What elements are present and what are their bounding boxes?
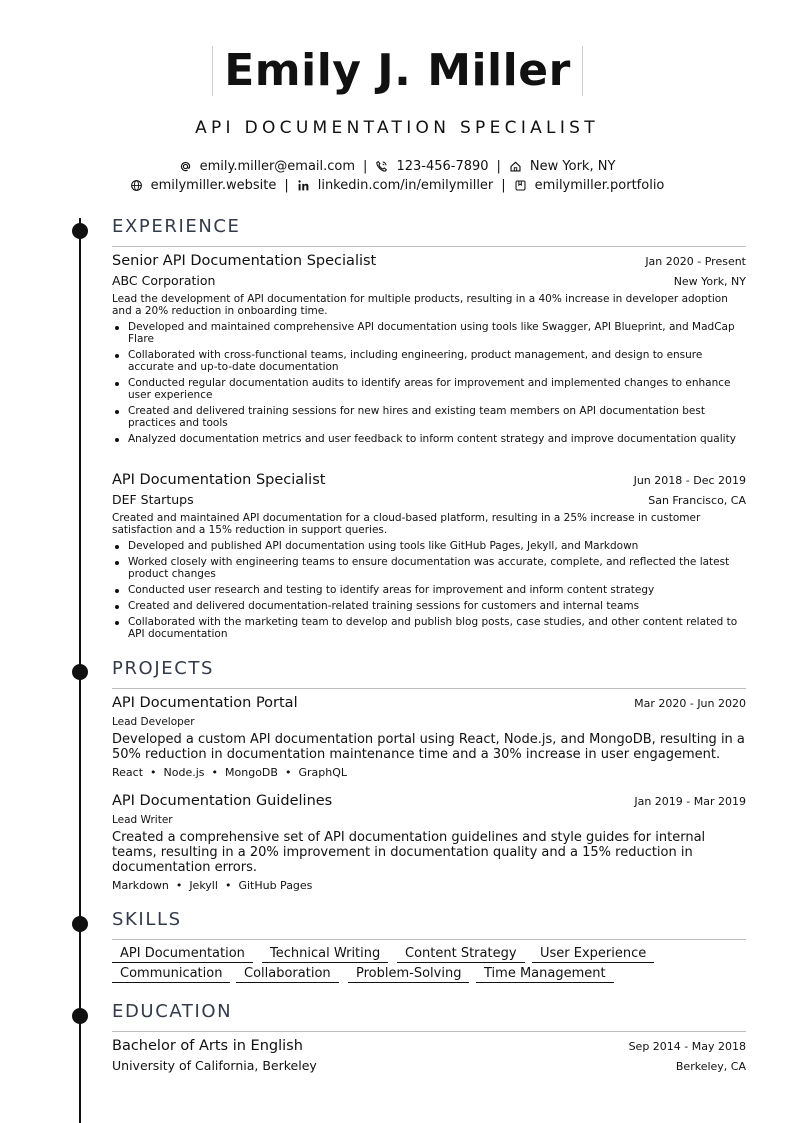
tech-item: GraphQL xyxy=(298,766,347,779)
separator: | xyxy=(501,178,506,193)
list-item: Developed and maintained comprehensive API documentation using tools like Swagger, API Blueprint, and MadCap Flare xyxy=(112,321,746,345)
separator: • xyxy=(175,879,183,892)
home-icon xyxy=(509,160,522,173)
timeline-dot-projects xyxy=(72,664,88,680)
school-name: University of California, Berkeley xyxy=(112,1058,317,1073)
email-text: emily.miller@email.com xyxy=(199,159,356,174)
project-header xyxy=(112,695,746,711)
separator: • xyxy=(211,766,219,779)
section-title-skills: SKILLS xyxy=(112,909,182,930)
education-location: Berkeley, CA xyxy=(675,1060,746,1073)
education-school-row xyxy=(112,1058,746,1073)
company-name: DEF Startups xyxy=(112,492,194,507)
timeline-dot-education xyxy=(72,1008,88,1024)
skill-tag: Technical Writing xyxy=(262,946,388,963)
job-role: API Documentation Specialist xyxy=(112,472,326,488)
list-item: Conducted user research and testing to identify areas for improvement and inform content strategy xyxy=(112,584,746,596)
separator: • xyxy=(224,879,232,892)
project-tech-list xyxy=(112,879,312,892)
skill-tag: Communication xyxy=(112,966,230,983)
contact-email[interactable] xyxy=(179,159,355,174)
job-role: Senior API Documentation Specialist xyxy=(112,253,377,269)
skill-tag: API Documentation xyxy=(112,946,253,963)
portfolio-icon xyxy=(514,179,527,192)
contact-portfolio[interactable] xyxy=(514,178,665,193)
experience-company-row xyxy=(112,492,746,507)
portfolio-text: emilymiller.portfolio xyxy=(534,178,665,193)
list-item: Worked closely with engineering teams to ensure documentation was accurate, complete, and reflected the latest product changes xyxy=(112,556,746,580)
experience-header xyxy=(112,253,746,269)
project-dates: Mar 2020 - Jun 2020 xyxy=(634,697,746,710)
skill-tag: Problem-Solving xyxy=(348,966,469,983)
tech-item: React xyxy=(112,766,144,779)
tech-item: Node.js xyxy=(163,766,205,779)
experience-company-row xyxy=(112,273,746,288)
job-title: API DOCUMENTATION SPECIALIST xyxy=(195,118,599,138)
company-name: ABC Corporation xyxy=(112,273,216,288)
contact-linkedin[interactable] xyxy=(297,178,494,193)
separator: | xyxy=(363,159,368,174)
contact-row-1 xyxy=(0,159,794,174)
section-divider xyxy=(112,688,746,689)
job-bullets xyxy=(112,321,746,449)
globe-icon xyxy=(130,179,143,192)
location-text: New York, NY xyxy=(529,159,616,174)
education-dates: Sep 2014 - May 2018 xyxy=(628,1040,746,1053)
tech-item: MongoDB xyxy=(225,766,278,779)
skill-tag: User Experience xyxy=(532,946,654,963)
candidate-name: Emily J. Miller xyxy=(224,45,571,96)
contact-website[interactable] xyxy=(130,178,277,193)
skill-tag: Content Strategy xyxy=(397,946,525,963)
contact-phone[interactable] xyxy=(375,159,488,174)
project-description: Developed a custom API documentation portal using React, Node.js, and MongoDB, resulting in a 50% reduction in documentation maintenance time and a 30% increase in user engagement. xyxy=(112,732,745,762)
project-role: Lead Developer xyxy=(112,716,195,728)
job-dates: Jun 2018 - Dec 2019 xyxy=(633,474,746,487)
tech-item: Markdown xyxy=(112,879,169,892)
skill-tag: Time Management xyxy=(476,966,614,983)
job-dates: Jan 2020 - Present xyxy=(645,255,746,268)
phone-icon xyxy=(375,160,388,173)
education-header xyxy=(112,1038,746,1054)
timeline-dot-experience xyxy=(72,223,88,239)
separator: | xyxy=(284,178,289,193)
skill-tag: Collaboration xyxy=(236,966,339,983)
tech-item: GitHub Pages xyxy=(238,879,313,892)
separator: • xyxy=(150,766,157,779)
project-name: API Documentation Portal xyxy=(112,695,298,711)
list-item: Conducted regular documentation audits to identify areas for improvement and implemented changes to enhance user experience xyxy=(112,377,746,401)
job-summary: Lead the development of API documentation for multiple products, resulting in a 40% increase in developer adoption and a 20% reduction in onboarding time. xyxy=(112,293,728,317)
job-bullets xyxy=(112,540,746,644)
project-dates: Jan 2019 - Mar 2019 xyxy=(634,795,746,808)
project-description: Created a comprehensive set of API documentation guidelines and style guides for internal teams, resulting in a 20% improvement in documentation quality and a 15% reduction in documentation errors. xyxy=(112,830,706,875)
linkedin-icon xyxy=(297,179,310,192)
project-tech-list xyxy=(112,766,347,779)
phone-text: 123-456-7890 xyxy=(396,159,489,174)
contact-location xyxy=(509,159,615,174)
list-item: Analyzed documentation metrics and user feedback to inform content strategy and improve documentation quality xyxy=(112,433,746,445)
contact-row-2 xyxy=(0,178,794,193)
list-item: Developed and published API documentation using tools like GitHub Pages, Jekyll, and Markdown xyxy=(112,540,746,552)
section-title-projects: PROJECTS xyxy=(112,658,215,679)
list-item: Created and delivered training sessions for new hires and existing team members on API documentation best practices and tools xyxy=(112,405,746,429)
list-item: Collaborated with cross-functional teams, including engineering, product management, and design to ensure accurate and up-to-date documentation xyxy=(112,349,746,373)
section-divider xyxy=(112,1031,746,1032)
section-divider xyxy=(112,939,746,940)
tech-item: Jekyll xyxy=(189,879,218,892)
section-title-education: EDUCATION xyxy=(112,1001,233,1022)
project-header xyxy=(112,793,746,809)
job-location: New York, NY xyxy=(673,275,746,288)
name-frame xyxy=(212,46,583,96)
list-item: Created and delivered documentation-related training sessions for customers and internal teams xyxy=(112,600,746,612)
linkedin-text: linkedin.com/in/emilymiller xyxy=(317,178,494,193)
project-name: API Documentation Guidelines xyxy=(112,793,333,809)
experience-header xyxy=(112,472,746,488)
section-divider xyxy=(112,246,746,247)
job-summary: Created and maintained API documentation for a cloud-based platform, resulting in a 25% increase in customer satisfaction and a 15% reduction in support queries. xyxy=(112,512,701,536)
at-icon xyxy=(179,160,192,173)
timeline-dot-skills xyxy=(72,916,88,932)
separator: • xyxy=(284,766,292,779)
degree-name: Bachelor of Arts in English xyxy=(112,1038,303,1054)
project-role: Lead Writer xyxy=(112,814,173,826)
job-location: San Francisco, CA xyxy=(648,494,746,507)
separator: | xyxy=(496,159,501,174)
list-item: Collaborated with the marketing team to develop and publish blog posts, case studies, and other content related to API documentation xyxy=(112,616,746,640)
website-text: emilymiller.website xyxy=(150,178,277,193)
section-title-experience: EXPERIENCE xyxy=(112,216,241,237)
